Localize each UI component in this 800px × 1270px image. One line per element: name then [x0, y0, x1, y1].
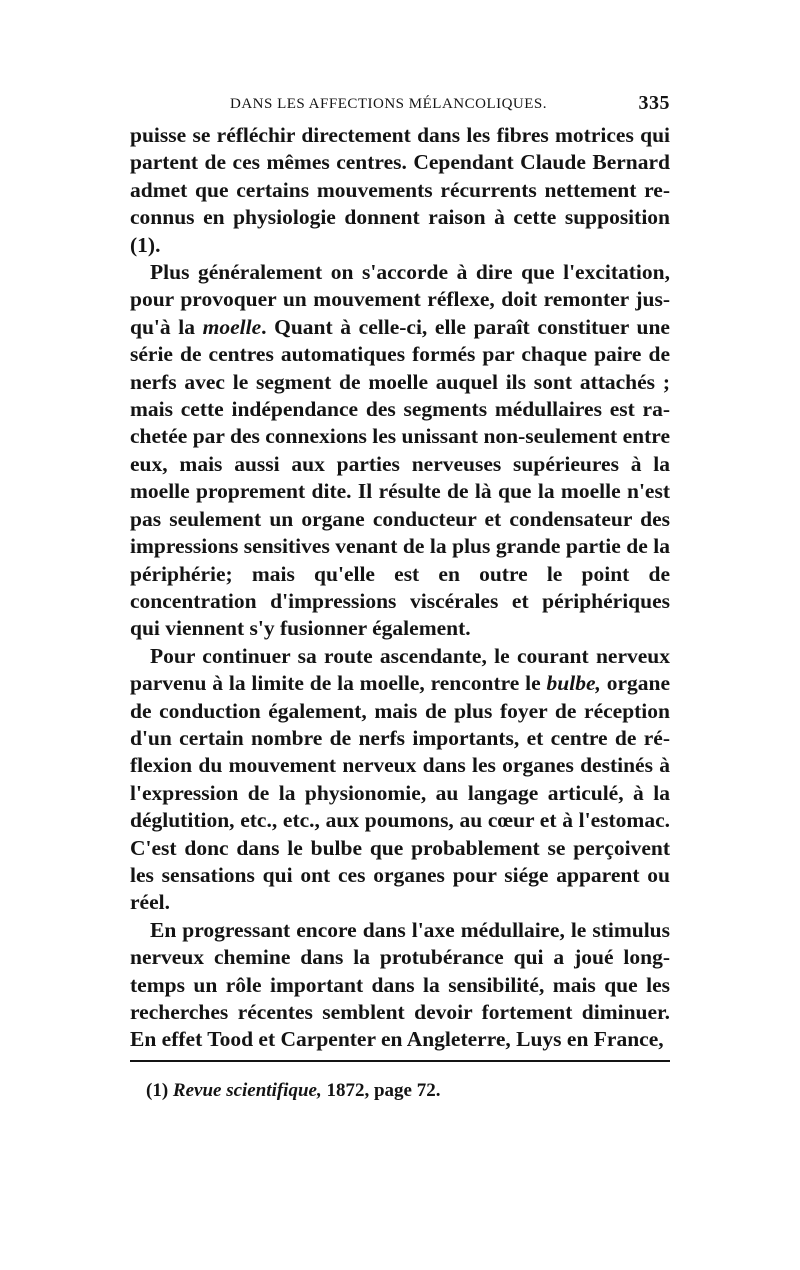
paragraph: [130, 259, 670, 643]
text-run: organe de conduction également, mais de plus foyer de réception d'un certain nombre de nerfs importants, et centre de réflexion du mouvement nerveux dans les organes destinés à l'expression de la physionomie, au langage articulé, à la déglutition, etc., etc., aux poumons, au cœur et à l'estomac. C'est donc dans le bulbe que probablement se perçoivent les sensations qui ont ces organes pour siége apparent ou réel.: [130, 671, 670, 915]
body-text: [130, 122, 670, 1054]
running-title: DANS LES AFFECTIONS MÉLANCOLIQUES.: [230, 96, 548, 112]
paragraph: [130, 917, 670, 1054]
italic-term: bulbe,: [546, 671, 601, 696]
paragraph: [130, 643, 670, 917]
book-page: [130, 88, 670, 1102]
text-run: . Quant à celle-ci, elle paraît constituer une série de centres automatiques formés par chaque paire de nerfs avec le segment de moelle auquel ils sont attachés ; mais cette indépendance des segments médullaires est rachetée par des connexions les unissant non-seulement entre eux, mais aussi aux parties nerveuses supérieures à la moelle proprement dite. Il résulte de là que la moelle n'est pas seulement un organe conducteur et condensateur des impressions sensitives venant de la plus grande partie de la périphérie; mais qu'elle est en outre le point de concentration d'impressions viscérales et périphériques qui viennent s'y fusionner également.: [130, 314, 670, 641]
italic-term: moelle: [202, 314, 262, 339]
text-run: Plus généralement on s'accorde à dire que l'excitation, pour provoquer un mouvement réflexe, doit remonter jusqu'à la: [130, 260, 670, 339]
footnote: [130, 1080, 670, 1102]
text-run: puisse se réfléchir directement dans les fibres motrices qui partent de ces mêmes centres. Cependant Claude Bernard admet que certains mouvements récurrents nettement reconnus en physiologie donnent raison à cette supposition (1).: [130, 123, 670, 257]
paragraph: [130, 122, 670, 259]
footnote-details: 1872, page 72.: [321, 1079, 441, 1101]
text-run: Pour continuer sa route ascendante, le courant nerveux parvenu à la limite de la moelle, rencontre le: [130, 643, 670, 696]
footnote-marker: (1): [146, 1079, 169, 1101]
footnote-rule: [130, 1060, 670, 1062]
text-run: En progressant encore dans l'axe médullaire, le stimulus nerveux chemine dans la protubérance qui a joué longtemps un rôle important dans la sensibilité, mais que les recherches récentes semblent devoir fortement diminuer. En effet Tood et Carpenter en Angleterre, Luys en France,: [130, 917, 670, 1052]
footnote-source: Revue scientifique,: [172, 1079, 322, 1101]
page-number: 335: [638, 92, 670, 114]
running-head: [130, 88, 670, 122]
